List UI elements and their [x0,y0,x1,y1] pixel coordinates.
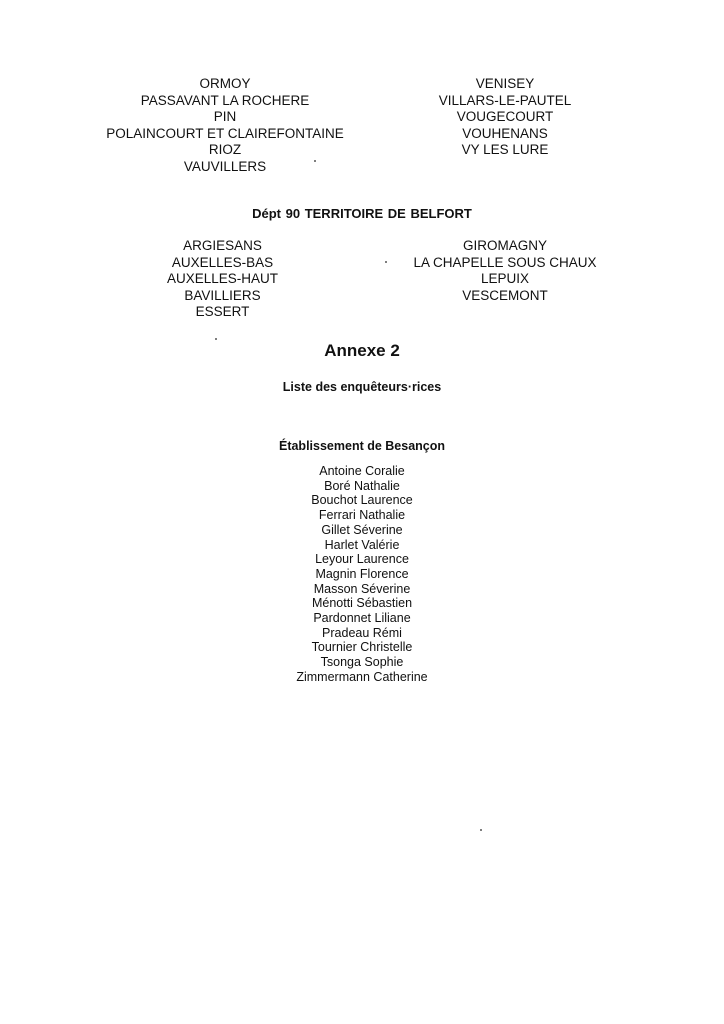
scan-speck [314,160,316,162]
enqueteur-name: Harlet Valérie [324,537,400,552]
enqueteurs-list [262,464,462,685]
enqueteur-name: Magnin Florence [315,566,409,581]
commune-name: RIOZ [208,142,242,158]
enqueteur-name: Tournier Christelle [311,640,413,655]
enqueteur-name: Gillet Séverine [321,522,403,537]
enqueteur-name: Boré Nathalie [324,478,400,493]
commune-name: LEPUIX [480,271,530,287]
commune-name: VY LES LURE [461,142,549,158]
enqueteur-name: Zimmermann Catherine [296,669,428,684]
enqueteur-name: Pardonnet Liliane [313,611,411,626]
enqueteur-name: Ferrari Nathalie [318,508,406,523]
scan-speck [480,829,482,831]
scan-speck [385,261,387,263]
establishment-title: Établissement de Besançon [278,439,446,453]
commune-name: LA CHAPELLE SOUS CHAUX [413,254,597,270]
scan-speck [215,338,217,340]
commune-name: VAUVILLERS [183,158,267,174]
enqueteur-name: Tsonga Sophie [320,655,404,670]
enqueteur-name: Masson Séverine [313,581,411,596]
enqueteur-name: Leyour Laurence [315,552,409,567]
commune-name: BAVILLIERS [184,287,261,303]
enqueteur-name: Bouchot Laurence [311,493,413,508]
annexe-title: Annexe 2 [324,341,400,360]
list-title: Liste des enquêteurs·rices [282,380,442,394]
dept90-heading: Dépt 90 TERRITOIRE DE BELFORT [252,206,472,221]
commune-name: ORMOY [199,76,251,91]
commune-name: PIN [213,109,237,125]
commune-name: ARGIESANS [183,238,262,253]
commune-name: POLAINCOURT ET CLAIREFONTAINE [106,125,344,141]
dept70-communes-right [395,76,615,159]
dept90-communes-right [395,238,615,304]
commune-name: VESCEMONT [462,287,548,303]
commune-name: GIROMAGNY [462,238,547,253]
commune-name: ESSERT [195,304,250,320]
dept90-communes-left [125,238,320,321]
enqueteur-name: Antoine Coralie [319,464,405,478]
commune-name: AUXELLES-HAUT [166,271,279,287]
dept70-communes-left [95,76,355,176]
commune-name: VILLARS-LE-PAUTEL [438,92,572,108]
enqueteur-name: Pradeau Rémi [322,625,402,640]
commune-name: VOUGECOURT [456,109,554,125]
commune-name: VENISEY [475,76,535,91]
enqueteur-name: Ménotti Sébastien [311,596,413,611]
commune-name: AUXELLES-BAS [171,254,274,270]
commune-name: VOUHENANS [462,125,548,141]
commune-name: PASSAVANT LA ROCHERE [140,92,310,108]
